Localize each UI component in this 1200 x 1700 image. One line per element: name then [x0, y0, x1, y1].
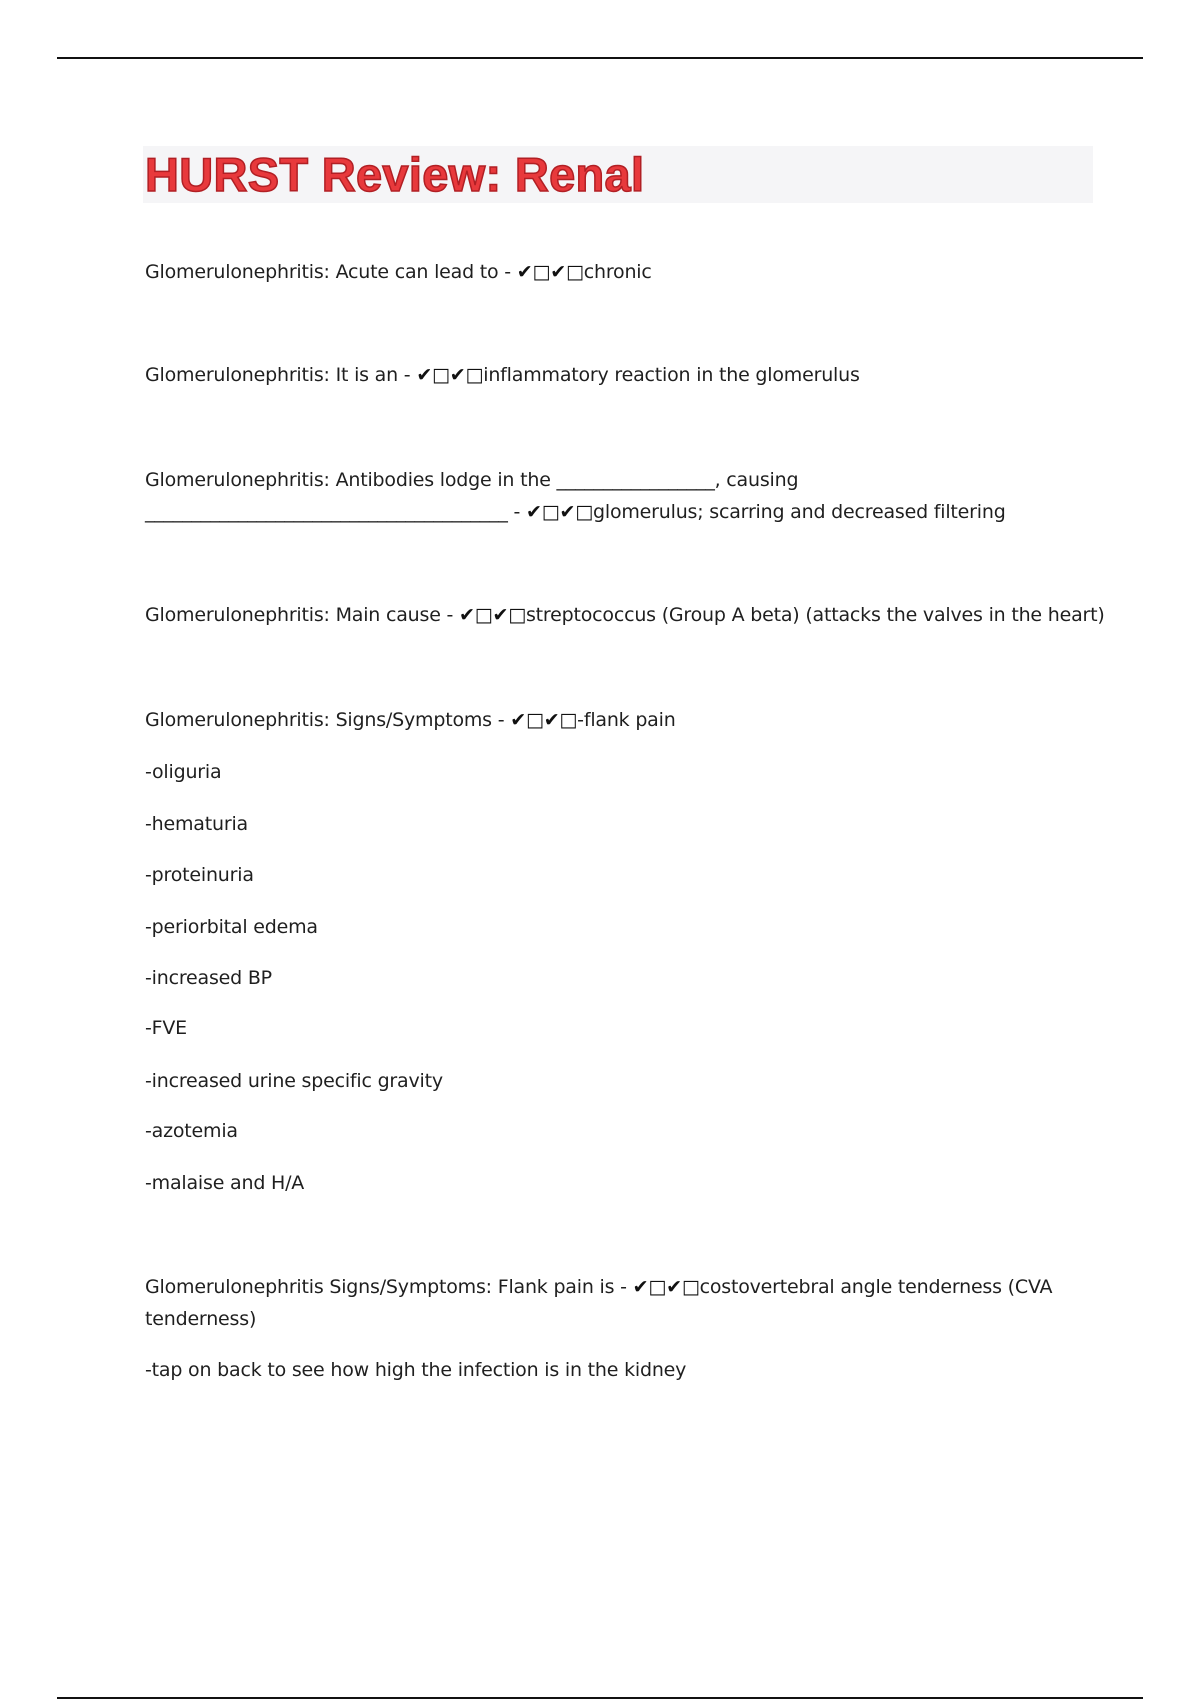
question-text: Glomerulonephritis: Antibodies lodge in the _________________, causing	[145, 469, 799, 491]
qa-item-6	[145, 1275, 1052, 1299]
list-item: -FVE	[145, 1017, 187, 1039]
qa-item-3	[145, 468, 798, 492]
qa-item-3-continued	[145, 500, 1006, 524]
list-item: -proteinuria	[145, 864, 254, 886]
question-text: Glomerulonephritis: Signs/Symptoms -	[145, 709, 511, 731]
question-text: Glomerulonephritis: Main cause -	[145, 604, 460, 626]
list-item: -malaise and H/A	[145, 1172, 305, 1194]
answer-text: costovertebral angle tenderness (CVA	[699, 1276, 1053, 1298]
answer-text-continued: tenderness)	[145, 1308, 257, 1330]
answer-text: -flank pain	[577, 709, 676, 731]
answer-text: inflammatory reaction in the glomerulus	[483, 364, 860, 386]
qa-item-5	[145, 708, 676, 732]
qa-item-1	[145, 260, 652, 284]
list-item: -periorbital edema	[145, 916, 318, 938]
checkmark-icon: ✔□✔□	[632, 1276, 700, 1298]
checkmark-icon: ✔□✔□	[526, 501, 593, 523]
note-text: -tap on back to see how high the infection is in the kidney	[145, 1359, 687, 1381]
question-text-continued: _______________________________________ -	[145, 501, 527, 523]
question-text: Glomerulonephritis: It is an -	[145, 364, 417, 386]
answer-text: streptococcus (Group A beta) (attacks the valves in the heart)	[525, 604, 1105, 626]
question-text: Glomerulonephritis: Acute can lead to -	[145, 261, 517, 283]
bottom-rule	[57, 1697, 1143, 1699]
qa-item-4	[145, 603, 1105, 627]
question-text: Glomerulonephritis Signs/Symptoms: Flank pain is -	[145, 1276, 633, 1298]
answer-text: glomerulus; scarring and decreased filtering	[593, 501, 1006, 523]
checkmark-icon: ✔□✔□	[510, 709, 578, 731]
checkmark-icon: ✔□✔□	[459, 604, 526, 626]
list-item: -increased BP	[145, 967, 272, 989]
list-item: -azotemia	[145, 1120, 238, 1142]
answer-text: chronic	[583, 261, 652, 283]
qa-item-2	[145, 363, 860, 387]
top-rule	[57, 57, 1143, 59]
list-item: -hematuria	[145, 813, 248, 835]
list-item: -oliguria	[145, 761, 222, 783]
checkmark-icon: ✔□✔□	[516, 261, 584, 283]
document-title: HURST Review: Renal	[145, 148, 645, 201]
list-item: -increased urine specific gravity	[145, 1070, 443, 1092]
checkmark-icon: ✔□✔□	[416, 364, 484, 386]
